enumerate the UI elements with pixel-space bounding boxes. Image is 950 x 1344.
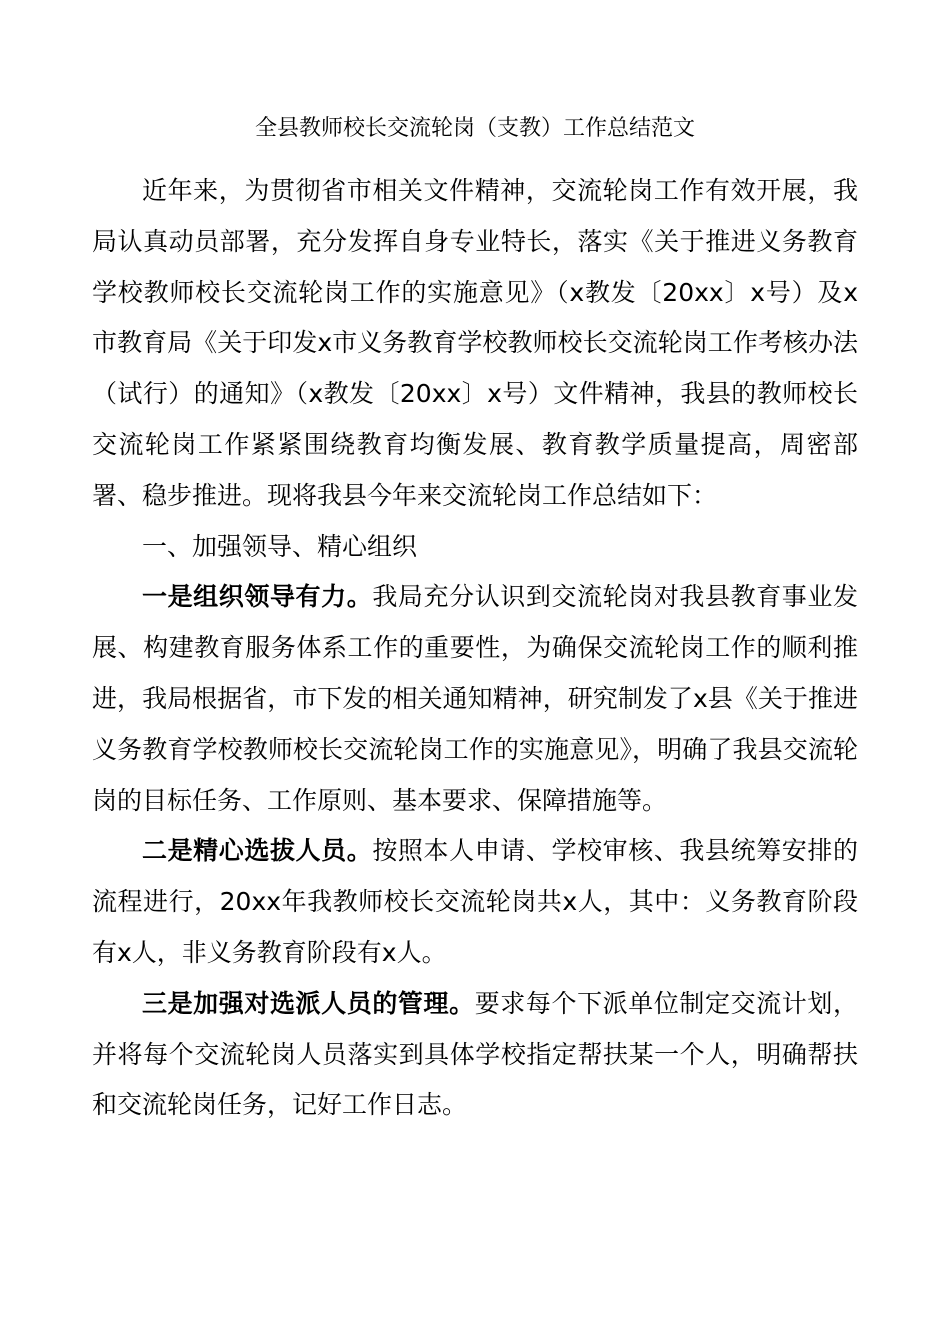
paragraph-text: 我局充分认识到交流轮岗对我县教育事业发展、构建教育服务体系工作的重要性，为确保交流轮岗工作的顺利推进，我局根据省，市下发的相关通知精神，研究制发了x县《关于推进义务教育学校教师校长交流轮岗工作的实施意见》，明确了我县交流轮岗的目标任务、工作原则、基本要求、保障措施等。 <box>92 582 858 815</box>
paragraph-text: 要求每个下派单位制定交流计划，并将每个交流轮岗人员落实到具体学校指定帮扶某一个人，明确帮扶和交流轮岗任务，记好工作日志。 <box>92 988 858 1120</box>
document-title: 全县教师校长交流轮岗（支教）工作总结范文 <box>254 116 695 141</box>
paragraph-text: 一、加强领导、精心组织 <box>142 531 418 561</box>
paragraph-selection <box>92 826 858 978</box>
paragraph-lead: 一是组织领导有力。 <box>142 582 373 612</box>
paragraph-management <box>92 979 858 1131</box>
paragraph-lead: 三是加强对选派人员的管理。 <box>142 988 475 1018</box>
paragraph-organization <box>92 572 858 826</box>
paragraph-lead: 二是精心选拔人员。 <box>142 836 373 866</box>
paragraph-intro <box>92 166 858 522</box>
document-body <box>92 166 858 1131</box>
paragraph-text: 按照本人申请、学校审核、我县统筹安排的流程进行，20xx年我教师校长交流轮岗共x人，其中：义务教育阶段有x人，非义务教育阶段有x人。 <box>92 836 858 967</box>
paragraph-text: 近年来，为贯彻省市相关文件精神，交流轮岗工作有效开展，我局认真动员部署，充分发挥自身专业特长，落实《关于推进义务教育学校教师校长交流轮岗工作的实施意见》（x教发〔20xx〕x号）及x市教育局《关于印发x市义务教育学校教师校长交流轮岗工作考核办法（试行）的通知》（x教发〔20xx〕x号）文件精神，我县的教师校长交流轮岗工作紧紧围绕教育均衡发展、教育教学质量提高，周密部署、稳步推进。现将我县今年来交流轮岗工作总结如下： <box>92 176 858 510</box>
section-heading <box>92 522 858 573</box>
